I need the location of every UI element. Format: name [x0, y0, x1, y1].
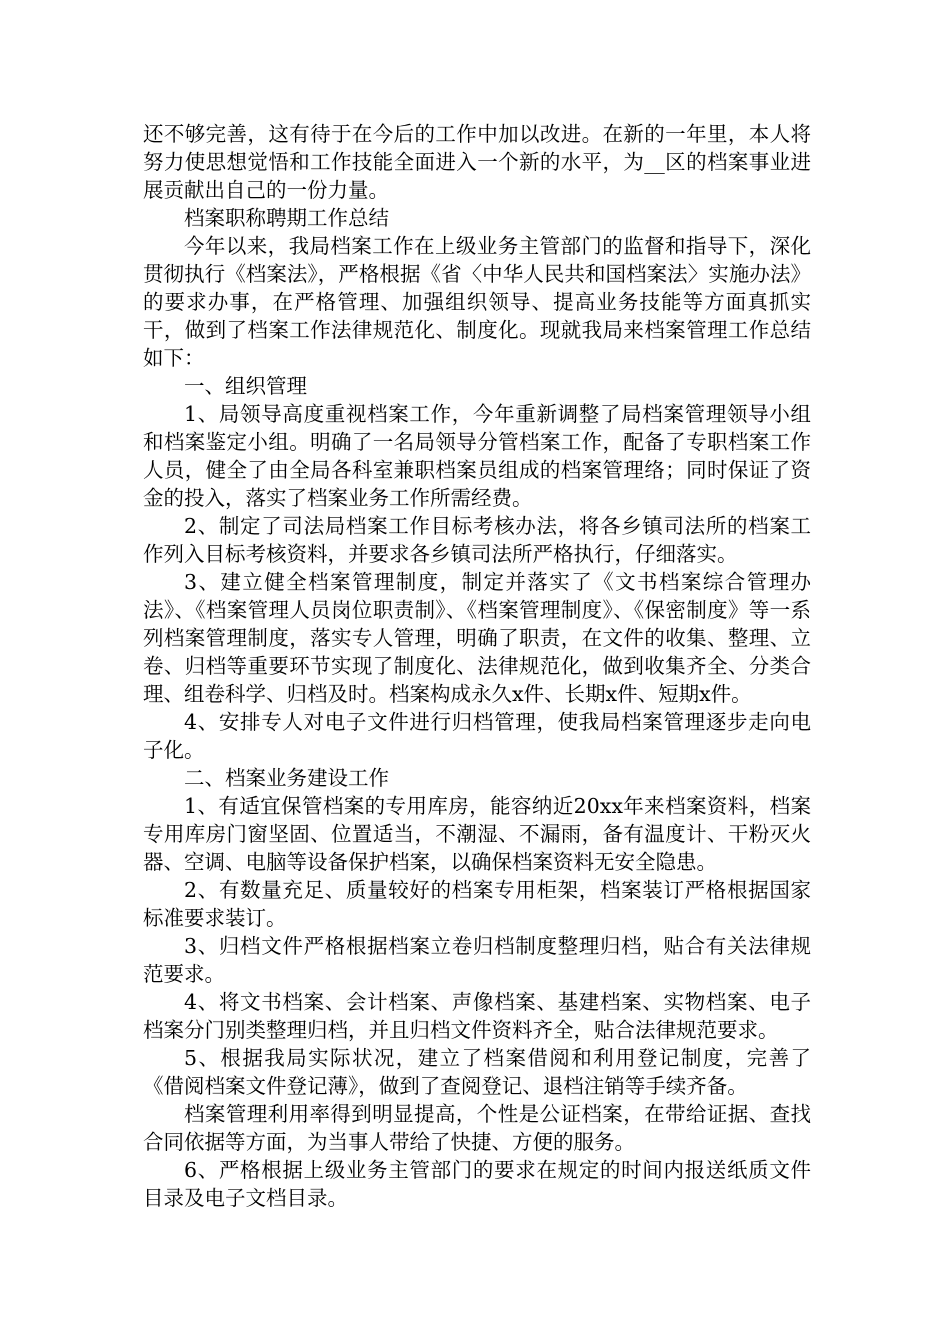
- section-heading-organization: 一、组织管理: [184, 374, 307, 398]
- list-item: 3、建立健全档案管理制度，制定并落实了《文书档案综合管理办法》、《档案管理人员岗位职责制》、《档案管理制度》、《保密制度》等一系列档案管理制度，落实专人管理，明确了职责，在文件的收集、整理、立卷、归档等重要环节实现了制度化、法律规范化，做到收集齐全、分类合理、组卷科学、归档及时。档案构成永久x件、长期x件、短期x件。: [143, 570, 811, 706]
- list-item: 2、有数量充足、质量较好的档案专用柜架，档案装订严格根据国家标准要求装订。: [143, 878, 811, 930]
- list-item: 4、安排专人对电子文件进行归档管理，使我局档案管理逐步走向电子化。: [143, 710, 811, 762]
- body-paragraph: 档案管理利用率得到明显提高，个性是公证档案，在带给证据、查找合同依据等方面，为当事人带给了快捷、方便的服务。: [143, 1102, 811, 1154]
- document-page: [143, 120, 811, 1212]
- document-title: 档案职称聘期工作总结: [184, 206, 389, 230]
- paragraph-continuation: 还不够完善，这有待于在今后的工作中加以改进。在新的一年里，本人将努力使思想觉悟和工作技能全面进入一个新的水平，为__区的档案事业进展贡献出自己的一份力量。: [143, 122, 811, 202]
- list-item: 4、将文书档案、会计档案、声像档案、基建档案、实物档案、电子档案分门别类整理归档，并且归档文件资料齐全，贴合法律规范要求。: [143, 990, 811, 1042]
- list-item: 1、有适宜保管档案的专用库房，能容纳近20xx年来档案资料，档案专用库房门窗坚固、位置适当，不潮湿、不漏雨，备有温度计、干粉灭火器、空调、电脑等设备保护档案，以确保档案资料无安全隐患。: [143, 794, 811, 874]
- section-heading-business: 二、档案业务建设工作: [184, 766, 389, 790]
- list-item: 6、严格根据上级业务主管部门的要求在规定的时间内报送纸质文件目录及电子文档目录。: [143, 1158, 811, 1210]
- list-item: 1、局领导高度重视档案工作，今年重新调整了局档案管理领导小组和档案鉴定小组。明确了一名局领导分管档案工作，配备了专职档案工作人员，健全了由全局各科室兼职档案员组成的档案管理络；同时保证了资金的投入，落实了档案业务工作所需经费。: [143, 402, 811, 510]
- list-item: 2、制定了司法局档案工作目标考核办法，将各乡镇司法所的档案工作列入目标考核资料，并要求各乡镇司法所严格执行，仔细落实。: [143, 514, 811, 566]
- list-item: 3、归档文件严格根据档案立卷归档制度整理归档，贴合有关法律规范要求。: [143, 934, 811, 986]
- intro-paragraph: 今年以来，我局档案工作在上级业务主管部门的监督和指导下，深化贯彻执行《档案法》，严格根据《省〈中华人民共和国档案法〉实施办法》的要求办事，在严格管理、加强组织领导、提高业务技能等方面真抓实干，做到了档案工作法律规范化、制度化。现就我局来档案管理工作总结如下：: [143, 234, 811, 370]
- list-item: 5、根据我局实际状况，建立了档案借阅和利用登记制度，完善了《借阅档案文件登记薄》，做到了查阅登记、退档注销等手续齐备。: [143, 1046, 811, 1098]
